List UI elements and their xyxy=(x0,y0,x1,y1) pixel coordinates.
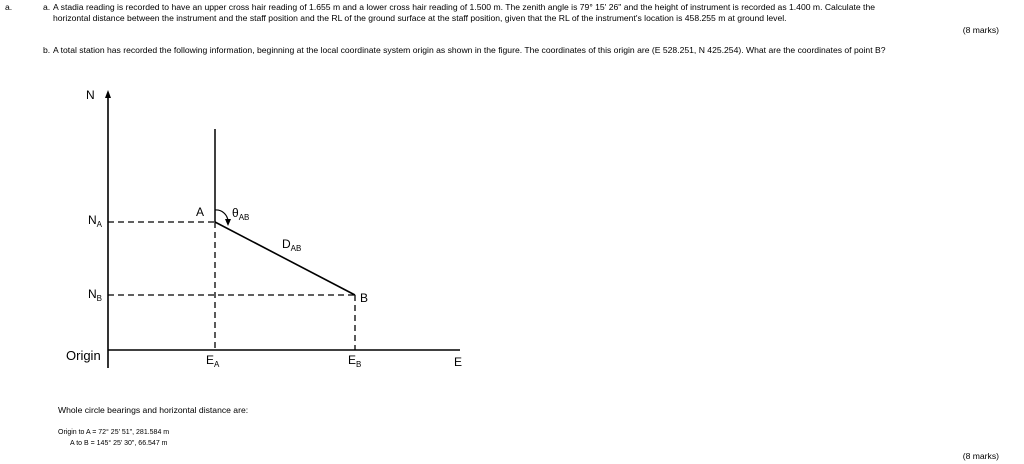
outer-list-marker: a. xyxy=(5,2,13,12)
point-a-label: A xyxy=(196,205,205,219)
bearing-origin-to-a: Origin to A = 72° 25' 51", 281.584 m xyxy=(58,429,170,436)
nb-label xyxy=(88,287,102,303)
north-label: N xyxy=(86,88,95,102)
point-b-label: B xyxy=(360,291,369,305)
distance-symbol: D xyxy=(282,237,291,251)
distance-ab-label xyxy=(282,237,301,253)
na-subscript: A xyxy=(96,220,103,229)
origin-label: Origin xyxy=(66,348,101,363)
bearing-arc-arrowhead xyxy=(225,219,231,226)
question-b-label: b. xyxy=(43,45,51,55)
nb-main: N xyxy=(88,287,97,301)
theta-ab-label xyxy=(232,206,249,222)
eb-subscript: B xyxy=(356,360,362,369)
na-main: N xyxy=(88,213,97,227)
line-ab xyxy=(215,222,355,295)
ea-subscript: A xyxy=(214,360,220,369)
na-label xyxy=(88,213,103,229)
question-b-text: A total station has recorded the following information, beginning at the local coordinate system origin as shown in the figure. The coordinates of this origin are (E 528.251, N 425.254). What are the coordinates of point B? xyxy=(53,45,886,55)
bearings-title: Whole circle bearings and horizontal distance are: xyxy=(58,405,249,415)
north-arrowhead xyxy=(105,90,111,98)
theta-subscript: AB xyxy=(238,213,250,222)
question-b-marks: (8 marks) xyxy=(962,451,999,461)
question-a-line-1: A stadia reading is recorded to have an upper cross hair reading of 1.655 m and a lower cross hair reading of 1.500 m. The zenith angle is 79° 15' 26" and the height of instrument is recorded as 1.400 m. Calculate the xyxy=(53,2,875,12)
question-a-line-2: horizontal distance between the instrument and the staff position and the RL of the ground surface at the staff position, given that the RL of the instrument's location is 458.255 m at ground level. xyxy=(53,13,787,23)
nb-subscript: B xyxy=(96,294,103,303)
question-a-label: a. xyxy=(43,2,51,12)
distance-subscript: AB xyxy=(290,244,302,253)
eb-main: E xyxy=(348,353,357,367)
ea-label xyxy=(206,353,220,369)
eb-label xyxy=(348,353,361,369)
theta-symbol: θ xyxy=(232,206,239,220)
ea-main: E xyxy=(206,353,215,367)
east-label: E xyxy=(454,355,463,369)
question-a-marks: (8 marks) xyxy=(962,25,999,35)
bearing-a-to-b: A to B = 145° 25' 30", 66.547 m xyxy=(70,440,168,447)
